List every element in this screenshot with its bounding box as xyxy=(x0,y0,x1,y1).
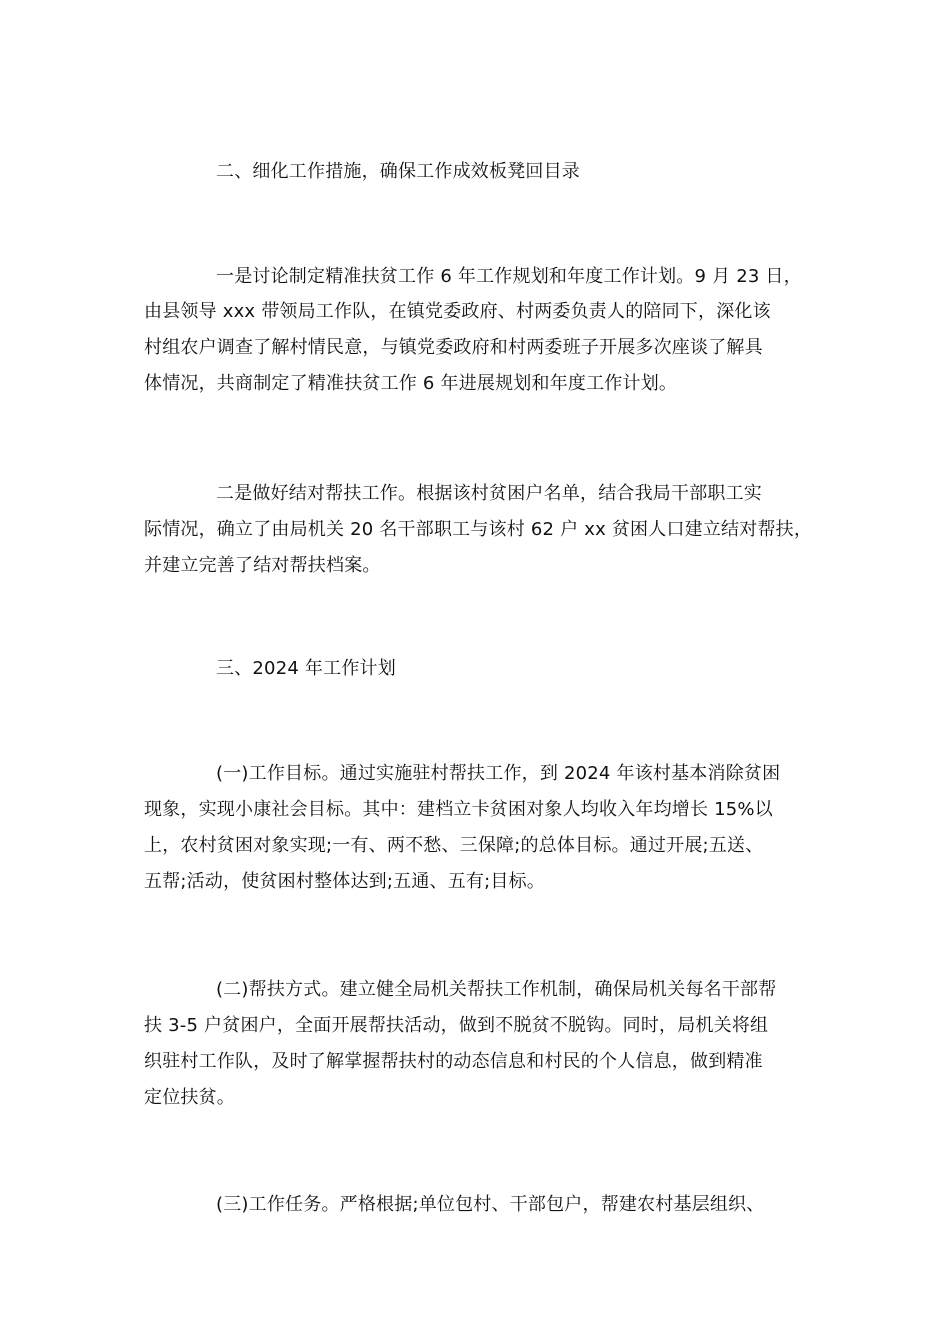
paragraph-line: 体情况，共商制定了精准扶贫工作 6 年进展规划和年度工作计划。 xyxy=(144,373,678,394)
paragraph-line: 由县领导 xxx 带领局工作队，在镇党委政府、村两委负责人的陪同下，深化该 xyxy=(144,301,771,322)
paragraph-line: 一是讨论制定精准扶贫工作 6 年工作规划和年度工作计划。9 月 23 日， xyxy=(216,266,802,287)
paragraph-line: (一)工作目标。通过实施驻村帮扶工作，到 2024 年该村基本消除贫困 xyxy=(216,763,781,784)
paragraph-line: (二)帮扶方式。建立健全局机关帮扶工作机制，确保局机关每名干部帮 xyxy=(216,979,777,1000)
paragraph-line: 扶 3-5 户贫困户，全面开展帮扶活动，做到不脱贫不脱钩。同时，局机关将组 xyxy=(144,1015,769,1036)
section-heading-measures: 二、细化工作措施，确保工作成效板凳回目录 xyxy=(216,161,580,182)
paragraph-line: 定位扶贫。 xyxy=(144,1087,235,1108)
paragraph-line: 并建立完善了结对帮扶档案。 xyxy=(144,555,381,576)
paragraph-line: 际情况，确立了由局机关 20 名干部职工与该村 62 户 xx 贫困人口建立结对帮扶， xyxy=(144,519,813,540)
paragraph-line: 现象，实现小康社会目标。其中：建档立卡贫困对象人均收入年均增长 15%以 xyxy=(144,799,773,820)
paragraph-line: 五帮;活动，使贫困村整体达到;五通、五有;目标。 xyxy=(144,871,545,892)
section-heading-plan: 三、2024 年工作计划 xyxy=(216,658,396,679)
paragraph-line: (三)工作任务。严格根据;单位包村、干部包户，帮建农村基层组织、 xyxy=(216,1194,765,1215)
paragraph-line: 二是做好结对帮扶工作。根据该村贫困户名单，结合我局干部职工实 xyxy=(216,483,762,504)
paragraph-line: 村组农户调查了解村情民意，与镇党委政府和村两委班子开展多次座谈了解具 xyxy=(144,337,763,358)
paragraph-line: 织驻村工作队，及时了解掌握帮扶村的动态信息和村民的个人信息，做到精准 xyxy=(144,1051,763,1072)
paragraph-line: 上，农村贫困对象实现;一有、两不愁、三保障;的总体目标。通过开展;五送、 xyxy=(144,835,764,856)
